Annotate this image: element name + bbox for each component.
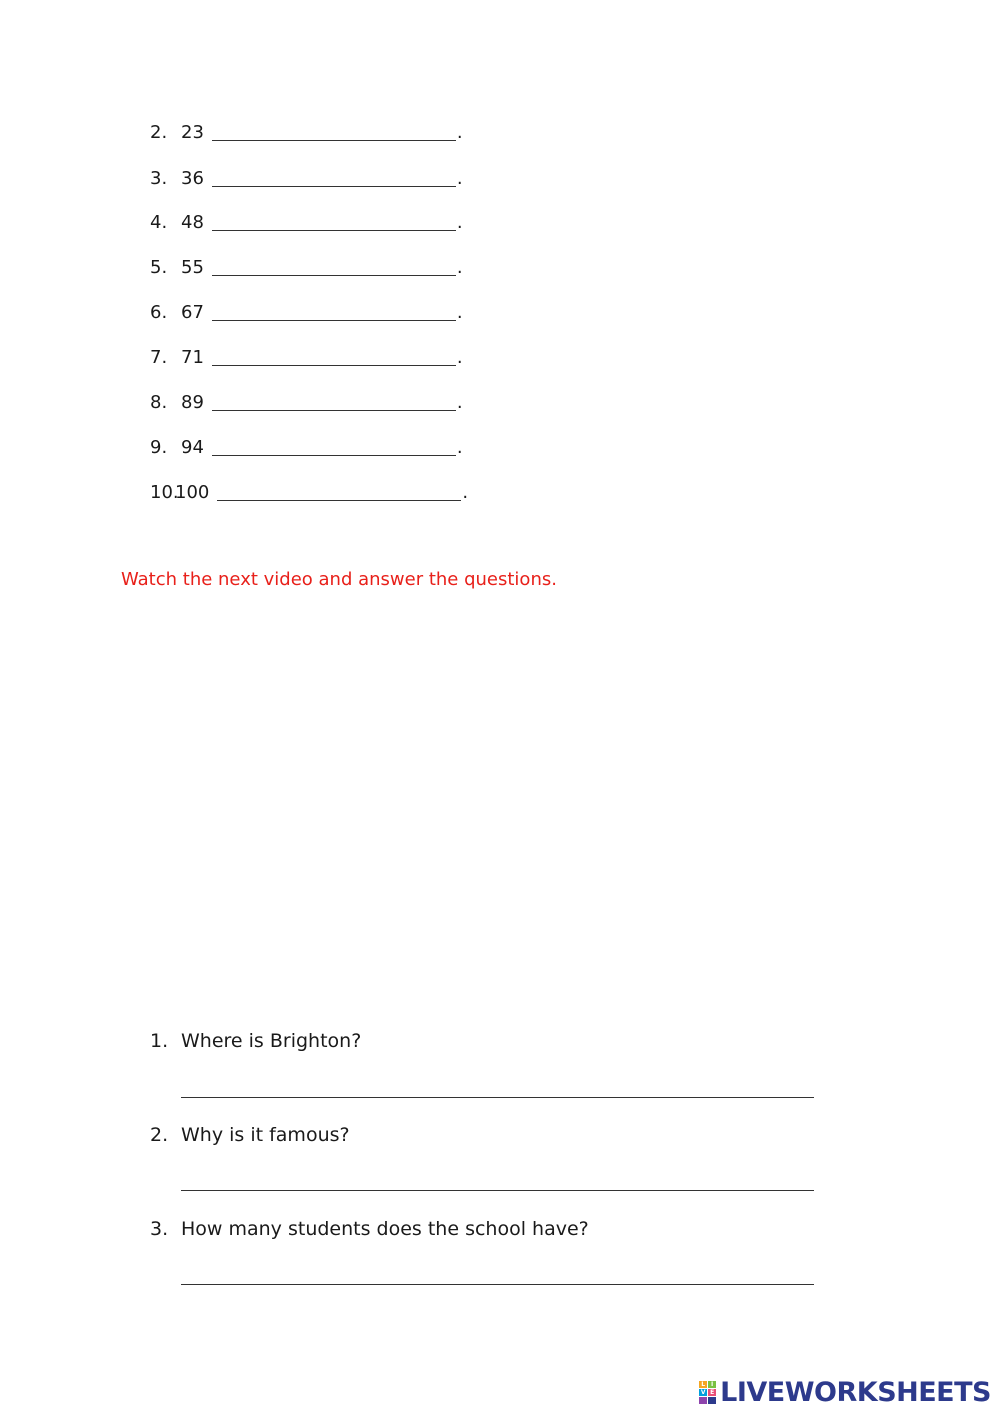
question-text: Why is it famous? (181, 1124, 350, 1146)
question-index: 1. (150, 1030, 169, 1052)
number-item (150, 166, 463, 190)
number-item (150, 210, 463, 234)
number-item (150, 435, 463, 459)
question-text: How many students does the school have? (181, 1218, 589, 1240)
item-index: 3. (150, 168, 168, 189)
number-item (150, 390, 463, 414)
item-end: . (456, 257, 463, 278)
answer-line[interactable] (181, 1097, 814, 1098)
answer-blank[interactable] (212, 318, 456, 321)
number-item (150, 345, 463, 369)
answer-blank[interactable] (212, 228, 456, 231)
item-index: 2. (150, 122, 168, 143)
item-number: 71 (181, 347, 204, 368)
item-index: 10. (150, 482, 179, 503)
item-end: . (456, 302, 463, 323)
brand-name: LIVEWORKSHEETS (720, 1376, 991, 1408)
liveworksheets-logo-icon (699, 1381, 716, 1404)
logo-tile: I (708, 1381, 716, 1388)
logo-tile: E (710, 1388, 715, 1396)
logo-tile (699, 1397, 707, 1404)
answer-blank[interactable] (212, 453, 456, 456)
item-index: 4. (150, 212, 168, 233)
item-end: . (456, 392, 463, 413)
item-index: 8. (150, 392, 168, 413)
number-item (150, 300, 463, 324)
question-index: 2. (150, 1124, 169, 1146)
answer-blank[interactable] (212, 184, 456, 187)
number-item (150, 120, 463, 144)
item-number: 55 (181, 257, 204, 278)
answer-line[interactable] (181, 1190, 814, 1191)
item-end: . (462, 482, 469, 503)
item-number: 94 (181, 437, 204, 458)
item-number: 36 (181, 168, 204, 189)
item-end: . (456, 347, 463, 368)
item-end: . (456, 437, 463, 458)
item-index: 5. (150, 257, 168, 278)
answer-blank[interactable] (212, 273, 456, 276)
logo-tile: L (699, 1381, 707, 1388)
answer-blank[interactable] (212, 363, 456, 366)
item-number: 89 (181, 392, 204, 413)
question-item (150, 1029, 361, 1053)
answer-blank[interactable] (217, 498, 461, 501)
answer-blank[interactable] (212, 408, 456, 411)
question-item (150, 1217, 589, 1241)
question-index: 3. (150, 1218, 169, 1240)
number-item (150, 480, 468, 504)
question-item (150, 1123, 350, 1147)
video-instruction: Watch the next video and answer the questions. (121, 569, 557, 590)
item-number: 23 (181, 122, 204, 143)
item-index: 6. (150, 302, 168, 323)
logo-tile: V (700, 1388, 706, 1396)
item-number: 67 (181, 302, 204, 323)
question-text: Where is Brighton? (181, 1030, 362, 1052)
item-end: . (456, 122, 463, 143)
logo-tile (708, 1397, 716, 1404)
item-number: 100 (175, 482, 210, 503)
liveworksheets-brand (699, 1377, 991, 1407)
item-index: 7. (150, 347, 168, 368)
item-index: 9. (150, 437, 168, 458)
number-item (150, 255, 463, 279)
item-end: . (456, 212, 463, 233)
answer-blank[interactable] (212, 138, 456, 141)
answer-line[interactable] (181, 1284, 814, 1285)
item-number: 48 (181, 212, 204, 233)
item-end: . (456, 168, 463, 189)
